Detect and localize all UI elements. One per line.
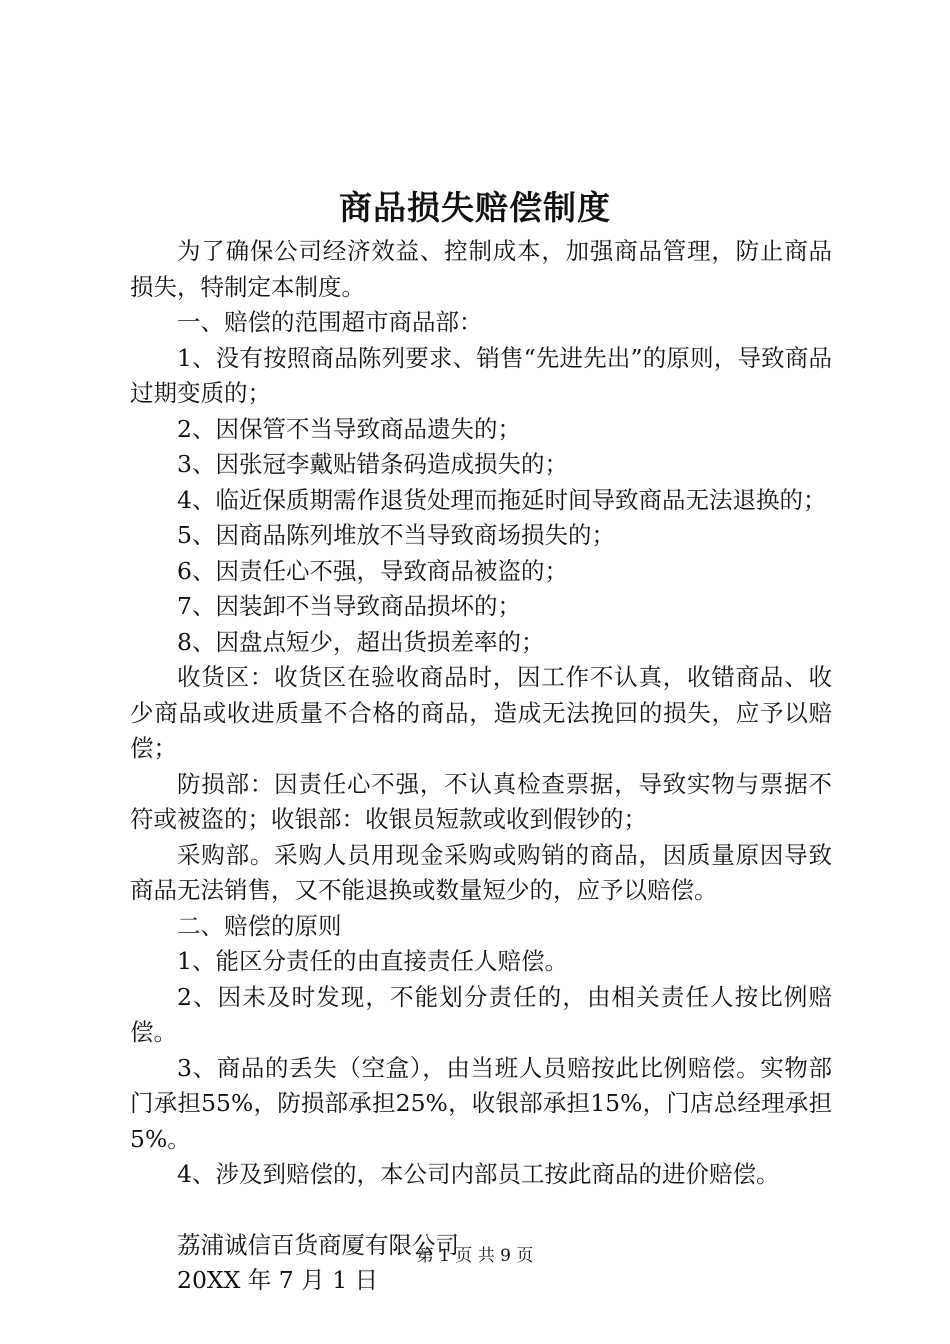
list-item: 2、因保管不当导致商品遗失的； <box>177 414 521 443</box>
document-body <box>130 234 832 1299</box>
section-heading-principles: 二、赔偿的原则 <box>177 911 342 940</box>
list-item: 6、因责任心不强，导致商品被盗的； <box>177 556 568 585</box>
signature-date: 20XX 年 7 月 1 日 <box>177 1266 379 1294</box>
paragraph-purchasing: 采购部。采购人员用现金采购或购销的商品，因质量原因导致商品无法销售，又不能退换或数量短少的，应予以赔偿。 <box>130 840 832 904</box>
list-item: 1、没有按照商品陈列要求、销售“先进先出”的原则，导致商品过期变质的； <box>130 343 832 407</box>
list-item: 4、临近保质期需作退货处理而拖延时间导致商品无法退换的； <box>177 485 827 514</box>
document-title: 商品损失赔偿制度 <box>339 188 611 227</box>
page-number: 第 1 页 共 9 页 <box>416 1246 534 1266</box>
list-item: 8、因盘点短少，超出货损差率的； <box>177 627 545 656</box>
paragraph-intro: 为了确保公司经济效益、控制成本，加强商品管理，防止商品损失，特制定本制度。 <box>130 237 832 301</box>
page-footer <box>0 1244 950 1268</box>
list-item: 4、涉及到赔偿的，本公司内部员工按此商品的进价赔偿。 <box>177 1160 780 1188</box>
list-item: 3、因张冠李戴贴错条码造成损失的； <box>177 450 568 478</box>
section-heading-scope: 一、赔偿的范围超市商品部： <box>177 308 483 336</box>
paragraph-loss-prevention: 防损部：因责任心不强，不认真检查票据，导致实物与票据不符或被盗的；收银部：收银员短款或收到假钞的； <box>130 769 832 833</box>
paragraph-receiving: 收货区：收货区在验收商品时，因工作不认真，收错商品、收少商品或收进质量不合格的商品，造成无法挽回的损失，应予以赔偿； <box>130 663 832 762</box>
list-item: 3、商品的丢失（空盒），由当班人员赔按此比例赔偿。实物部门承担55%，防损部承担25%，收银部承担15%，门店总经理承担5%。 <box>130 1053 832 1153</box>
list-item: 1、能区分责任的由直接责任人赔偿。 <box>177 947 568 975</box>
list-item: 5、因商品陈列堆放不当导致商场损失的； <box>177 521 615 549</box>
spacer <box>130 1193 832 1228</box>
list-item: 7、因装卸不当导致商品损坏的； <box>177 592 521 620</box>
list-item: 2、因未及时发现，不能划分责任的，由相关责任人按比例赔偿。 <box>130 982 832 1046</box>
signature-company: 荔浦诚信百货商厦有限公司 <box>177 1230 459 1259</box>
